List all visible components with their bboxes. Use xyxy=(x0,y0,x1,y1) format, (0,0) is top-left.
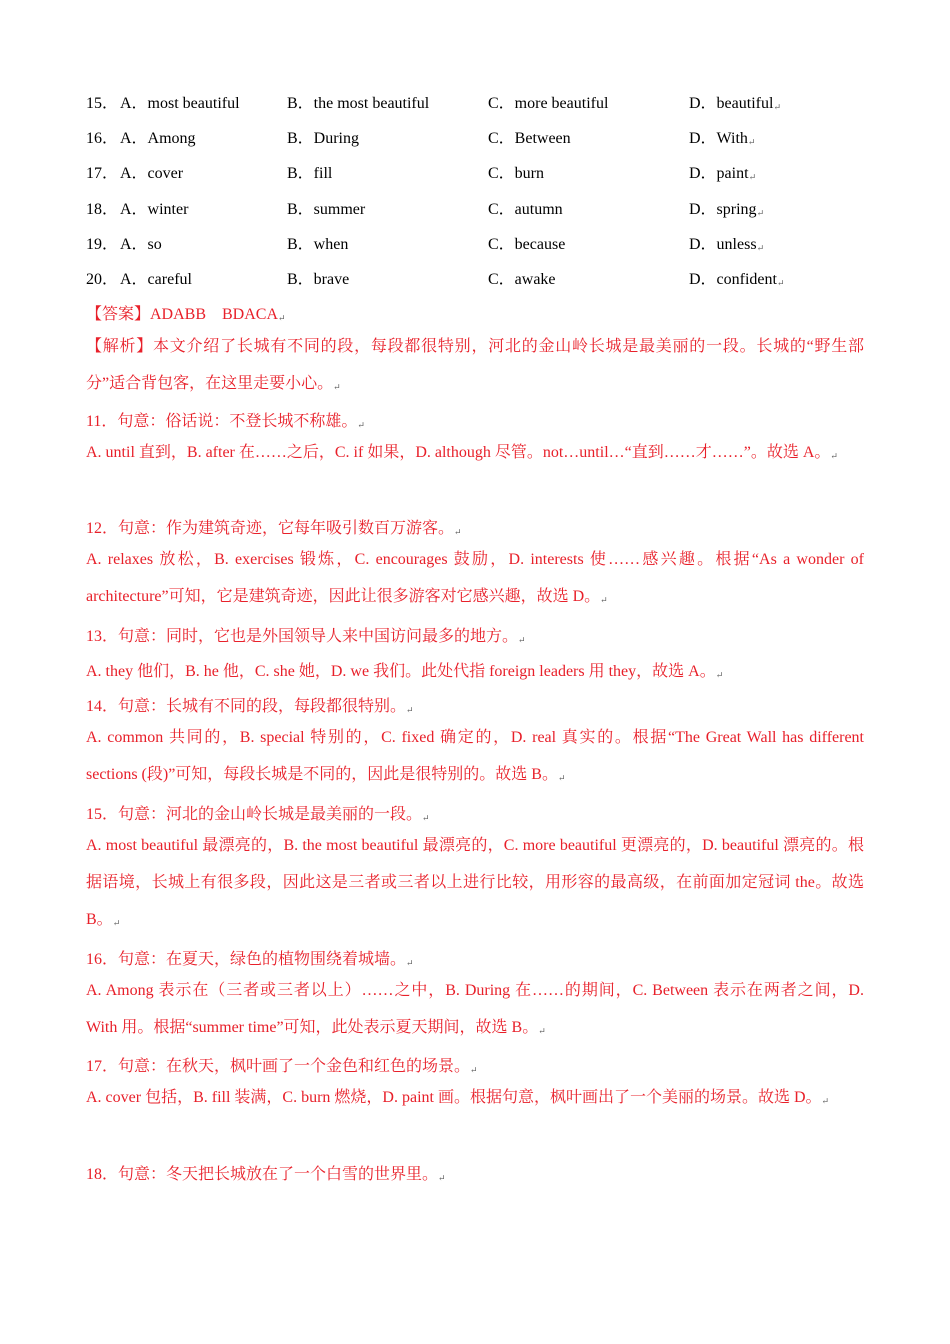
option-b: B．summer xyxy=(287,201,366,218)
paragraph-mark-icon: ↵ xyxy=(454,527,462,537)
question-number: 19． xyxy=(86,236,119,253)
option-b: B．During xyxy=(287,130,360,147)
paragraph-mark-icon: ↵ xyxy=(406,705,414,715)
sentence-meaning-14: 14．句意：长城有不同的段，每段都很特别。↵ xyxy=(86,698,414,715)
question-number: 18． xyxy=(86,201,119,218)
paragraph-mark-icon: ↵ xyxy=(438,1173,446,1183)
paragraph-mark-icon: ↵ xyxy=(112,918,121,928)
option-b: B．when xyxy=(287,236,349,253)
question-number: 17． xyxy=(86,165,119,182)
paragraph-mark-icon: ↵ xyxy=(600,595,608,605)
option-b: B．fill xyxy=(287,165,333,182)
analysis-paragraph: 【解析】本文介绍了长城有不同的段，每段都很特别，河北的金山岭长城是最美丽的一段。长城的“野生部分”适合背包客，在这里走要小心。↵ xyxy=(86,338,864,392)
option-d: D．beautiful↵ xyxy=(689,95,781,112)
paragraph-mark-icon: ↵ xyxy=(538,1026,546,1036)
paragraph-mark-icon: ↵ xyxy=(756,208,765,218)
option-b: B．brave xyxy=(287,271,350,288)
paragraph-mark-icon: ↵ xyxy=(333,382,341,392)
option-row-20 xyxy=(86,266,886,288)
paragraph-mark-icon: ↵ xyxy=(715,670,724,680)
sentence-meaning-12: 12．句意：作为建筑奇迹，它每年吸引数百万游客。↵ xyxy=(86,520,462,537)
explanation-11: A. until 直到，B. after 在……之后，C. if 如果，D. although 尽管。not…until…“直到……才……”。故选 A。↵ xyxy=(86,444,838,461)
option-b: B．the most beautiful xyxy=(287,95,430,112)
paragraph-mark-icon: ↵ xyxy=(756,243,765,253)
sentence-meaning-16: 16．句意：在夏天，绿色的植物围绕着城墙。↵ xyxy=(86,951,414,968)
paragraph-mark-icon: ↵ xyxy=(830,451,838,461)
option-row-15 xyxy=(86,90,886,112)
sentence-meaning-17: 17．句意：在秋天，枫叶画了一个金色和红色的场景。↵ xyxy=(86,1058,478,1075)
option-a: A．Among xyxy=(120,130,196,147)
option-d: D．unless↵ xyxy=(689,236,765,253)
question-number: 16． xyxy=(86,130,119,147)
option-d: D．spring↵ xyxy=(689,201,765,218)
answer-line: 【答案】ADABB BDACA↵ xyxy=(86,306,286,323)
paragraph-mark-icon: ↵ xyxy=(773,102,781,112)
paragraph-mark-icon: ↵ xyxy=(470,1065,478,1075)
explanation-17: A. cover 包括，B. fill 装满，C. burn 燃烧，D. paint 画。根据句意，枫叶画出了一个美丽的场景。故选 D。↵ xyxy=(86,1089,830,1106)
option-c: C．Between xyxy=(488,130,571,147)
explanation-13: A. they 他们，B. he 他，C. she 她，D. we 我们。此处代指 foreign leaders 用 they，故选 A。↵ xyxy=(86,663,724,680)
paragraph-mark-icon: ↵ xyxy=(747,137,756,147)
sentence-meaning-13: 13．句意：同时，它也是外国领导人来中国访问最多的地方。↵ xyxy=(86,628,526,645)
paragraph-mark-icon: ↵ xyxy=(518,635,526,645)
option-a: A．winter xyxy=(120,201,189,218)
paragraph-mark-icon: ↵ xyxy=(821,1096,830,1106)
option-a: A．most beautiful xyxy=(120,95,240,112)
question-number: 20． xyxy=(86,271,119,288)
option-c: C．autumn xyxy=(488,201,563,218)
option-row-18 xyxy=(86,196,886,218)
paragraph-mark-icon: ↵ xyxy=(357,420,365,430)
paragraph-mark-icon: ↵ xyxy=(406,958,414,968)
option-c: C．awake xyxy=(488,271,556,288)
option-c: C．because xyxy=(488,236,566,253)
question-number: 15． xyxy=(86,95,119,112)
explanation-15: A. most beautiful 最漂亮的，B. the most beautiful 最漂亮的，C. more beautiful 更漂亮的，D. beautiful 漂亮的。根据语境，长城上有很多段，因此这是三者或三者以上进行比较，用形容的最高级，在前面加定冠词 the。故选 B。↵ xyxy=(86,837,864,928)
sentence-meaning-11: 11．句意：俗话说：不登长城不称雄。↵ xyxy=(86,413,365,430)
paragraph-mark-icon: ↵ xyxy=(278,313,286,323)
option-row-16 xyxy=(86,125,886,147)
option-d: D．confident↵ xyxy=(689,271,785,288)
paragraph-mark-icon: ↵ xyxy=(748,172,757,182)
option-a: A．careful xyxy=(120,271,192,288)
option-row-17 xyxy=(86,160,886,182)
paragraph-mark-icon: ↵ xyxy=(776,278,785,288)
option-d: D．paint↵ xyxy=(689,165,757,182)
sentence-meaning-15: 15．句意：河北的金山岭长城是最美丽的一段。↵ xyxy=(86,806,430,823)
option-c: C．burn xyxy=(488,165,545,182)
sentence-meaning-18: 18．句意：冬天把长城放在了一个白雪的世界里。↵ xyxy=(86,1166,446,1183)
option-a: A．cover xyxy=(120,165,184,182)
explanation-14: A. common 共同的，B. special 特别的，C. fixed 确定的，D. real 真实的。根据“The Great Wall has different sections (段)”可知，每段长城是不同的，因此是很特别的。故选 B。↵ xyxy=(86,729,864,783)
explanation-16: A. Among 表示在（三者或三者以上）……之中，B. During 在……的期间，C. Between 表示在两者之间，D. With 用。根据“summer time”可知，此处表示夏天期间，故选 B。↵ xyxy=(86,982,864,1036)
paragraph-mark-icon: ↵ xyxy=(422,813,430,823)
explanation-12: A. relaxes 放松，B. exercises 锻炼，C. encourages 鼓励，D. interests 使……感兴趣。根据“As a wonder of architecture”可知，它是建筑奇迹，因此让很多游客对它感兴趣，故选 D。↵ xyxy=(86,551,864,605)
option-c: C．more beautiful xyxy=(488,95,609,112)
option-d: D．With↵ xyxy=(689,130,756,147)
paragraph-mark-icon: ↵ xyxy=(557,773,566,783)
option-a: A．so xyxy=(120,236,162,253)
option-row-19 xyxy=(86,231,886,253)
